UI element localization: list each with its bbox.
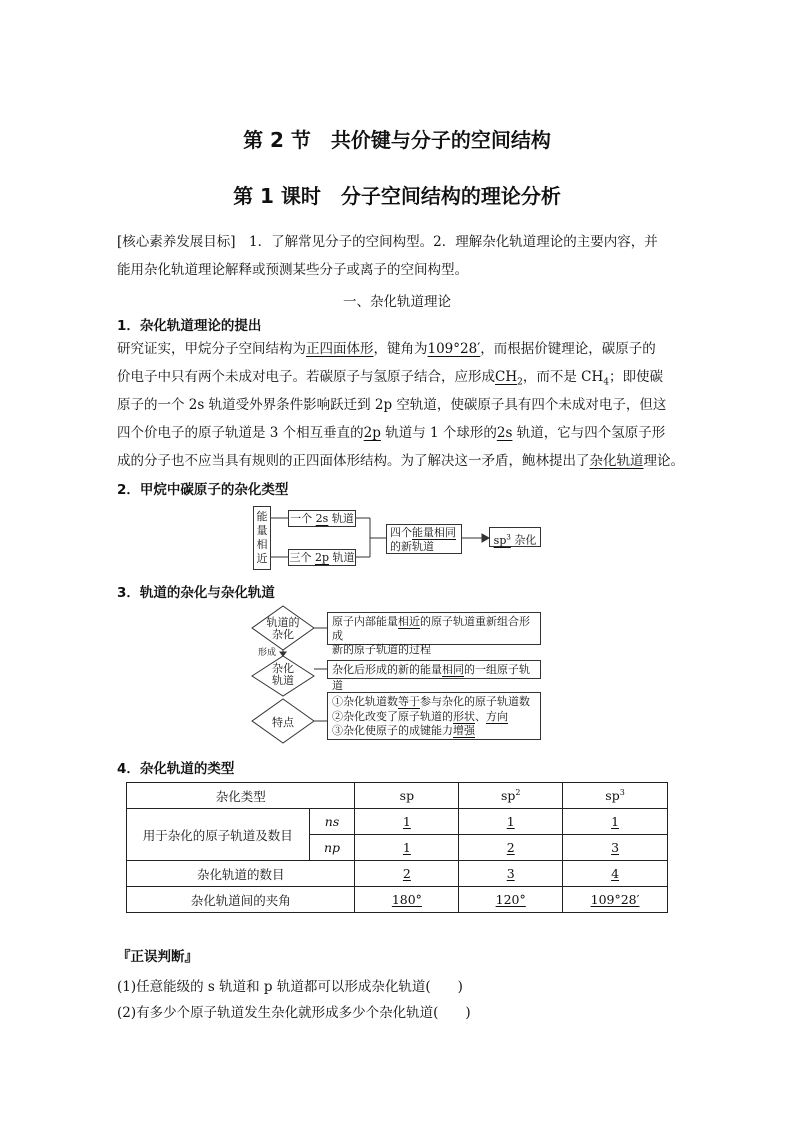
table-cell: 1 xyxy=(459,809,563,835)
goals-line1: 1．了解常见分子的空间构型。2．理解杂化轨道理论的主要内容，并 xyxy=(235,234,658,250)
answer-angle: 109°28′ xyxy=(427,341,481,357)
sp3-box: $sp^3$ 杂化 xyxy=(489,527,541,547)
s4-heading: 4．杂化轨道的类型 xyxy=(117,761,235,777)
answer-2p: 2p xyxy=(363,425,381,441)
table-row xyxy=(127,809,668,835)
table-cell-ns: ns xyxy=(309,809,355,835)
goals-line2: 能用杂化轨道理论解释或预测某些分子或离子的空间构型。 xyxy=(117,262,468,278)
part1-heading: 一、杂化轨道理论 xyxy=(343,294,451,310)
table-cell: 180° xyxy=(355,887,459,913)
goals-tag: [核心素养发展目标] xyxy=(117,234,236,250)
hybridization-table xyxy=(126,782,668,913)
diamond3-label: 特点 xyxy=(272,716,294,729)
table-row xyxy=(127,861,668,887)
form-label: 形成 xyxy=(258,648,277,658)
table-cell-np: np xyxy=(309,835,355,861)
judge-q2: (2)有多少个原子轨道发生杂化就形成多少个杂化轨道( ) xyxy=(117,1005,471,1021)
table-cell: 120° xyxy=(459,887,563,913)
table-cell: 1 xyxy=(355,809,459,835)
s1-heading: 1．杂化轨道理论的提出 xyxy=(117,318,262,334)
section-title: 第 2 节 共价键与分子的空间结构 xyxy=(243,128,551,152)
table-cell: 1 xyxy=(355,835,459,861)
judge-heading: 『正误判断』 xyxy=(117,949,198,965)
table-cell: 2 xyxy=(355,861,459,887)
table-header-sp: sp xyxy=(355,783,459,809)
answer-tetrahedral: 正四面体形 xyxy=(306,341,374,357)
diamond1-label: 轨道的 杂化 xyxy=(266,616,300,641)
table-cell-used-orbitals: 用于杂化的原子轨道及数目 xyxy=(127,809,310,861)
table-row xyxy=(127,783,668,809)
table-cell: 3 xyxy=(459,861,563,887)
s3-heading: 3．轨道的杂化与杂化轨道 xyxy=(117,585,275,601)
table-cell: 1 xyxy=(563,809,668,835)
table-cell: 4 xyxy=(563,861,668,887)
table-cell: 2 xyxy=(459,835,563,861)
four-new-orbitals-box: 四个能量相同 的新轨道 xyxy=(386,524,462,554)
answer-2s: 2s xyxy=(496,425,513,441)
one-2s-box: 一个 2s 轨道 xyxy=(288,510,356,527)
table-cell-count: 杂化轨道的数目 xyxy=(127,861,355,887)
lesson-title: 第 1 课时 分子空间结构的理论分析 xyxy=(233,184,561,208)
hybrid-orbital-box: 杂化后形成的新的能量相同的一组原子轨道 xyxy=(327,660,541,679)
energy-similar-box: 能 量 相 近 xyxy=(253,506,271,570)
answer-ch2: $CH_2$ xyxy=(495,369,523,388)
table-cell: 109°28′ xyxy=(563,887,668,913)
table-cell-angle: 杂化轨道间的夹角 xyxy=(127,887,355,913)
three-2p-box: 三个 2p 轨道 xyxy=(289,551,355,564)
table-cell: 3 xyxy=(563,835,668,861)
table-header-sp2: $sp^2$ xyxy=(459,783,563,809)
table-row xyxy=(127,887,668,913)
judge-q1: (1)任意能级的 s 轨道和 p 轨道都可以形成杂化轨道( ) xyxy=(117,979,463,995)
answer-hybrid: 杂化轨道 xyxy=(589,453,644,469)
s2-heading: 2．甲烷中碳原子的杂化类型 xyxy=(117,482,289,498)
features-box: ①杂化轨道数等于参与杂化的原子轨道数 ②杂化改变了原子轨道的形状、方向 ③杂化使原子的成键能力增强 xyxy=(327,692,541,740)
diamond2-label: 杂化 轨道 xyxy=(272,662,294,687)
s1-paragraph: 研究证实，甲烷分子空间结构为正四面体形，键角为109°28′，而根据价键理论，碳原子的 价电子中只有两个未成对电子。若碳原子与氢原子结合，应形成$CH_2$，而不是 $CH_4$；即使碳 原子的一个 2s 轨道受外界条件影响跃迁到 2p 空轨道，使碳原子具有四个未成对电子，但这 四个价电子的原子轨道是 3 个相互垂直的2p 轨道与 1 个球形的2s 轨道，它与四个氢原子形 成的分子也不应当具有规则的正四面体形结构。为了解决这一矛盾，鲍林提出了杂化轨道理论。 xyxy=(117,341,684,469)
definition-box: 原子内部能量相近的原子轨道重新组合形成 新的原子轨道的过程 xyxy=(327,612,541,645)
table-header-type: 杂化类型 xyxy=(127,783,355,809)
table-header-sp3: $sp^3$ xyxy=(563,783,668,809)
